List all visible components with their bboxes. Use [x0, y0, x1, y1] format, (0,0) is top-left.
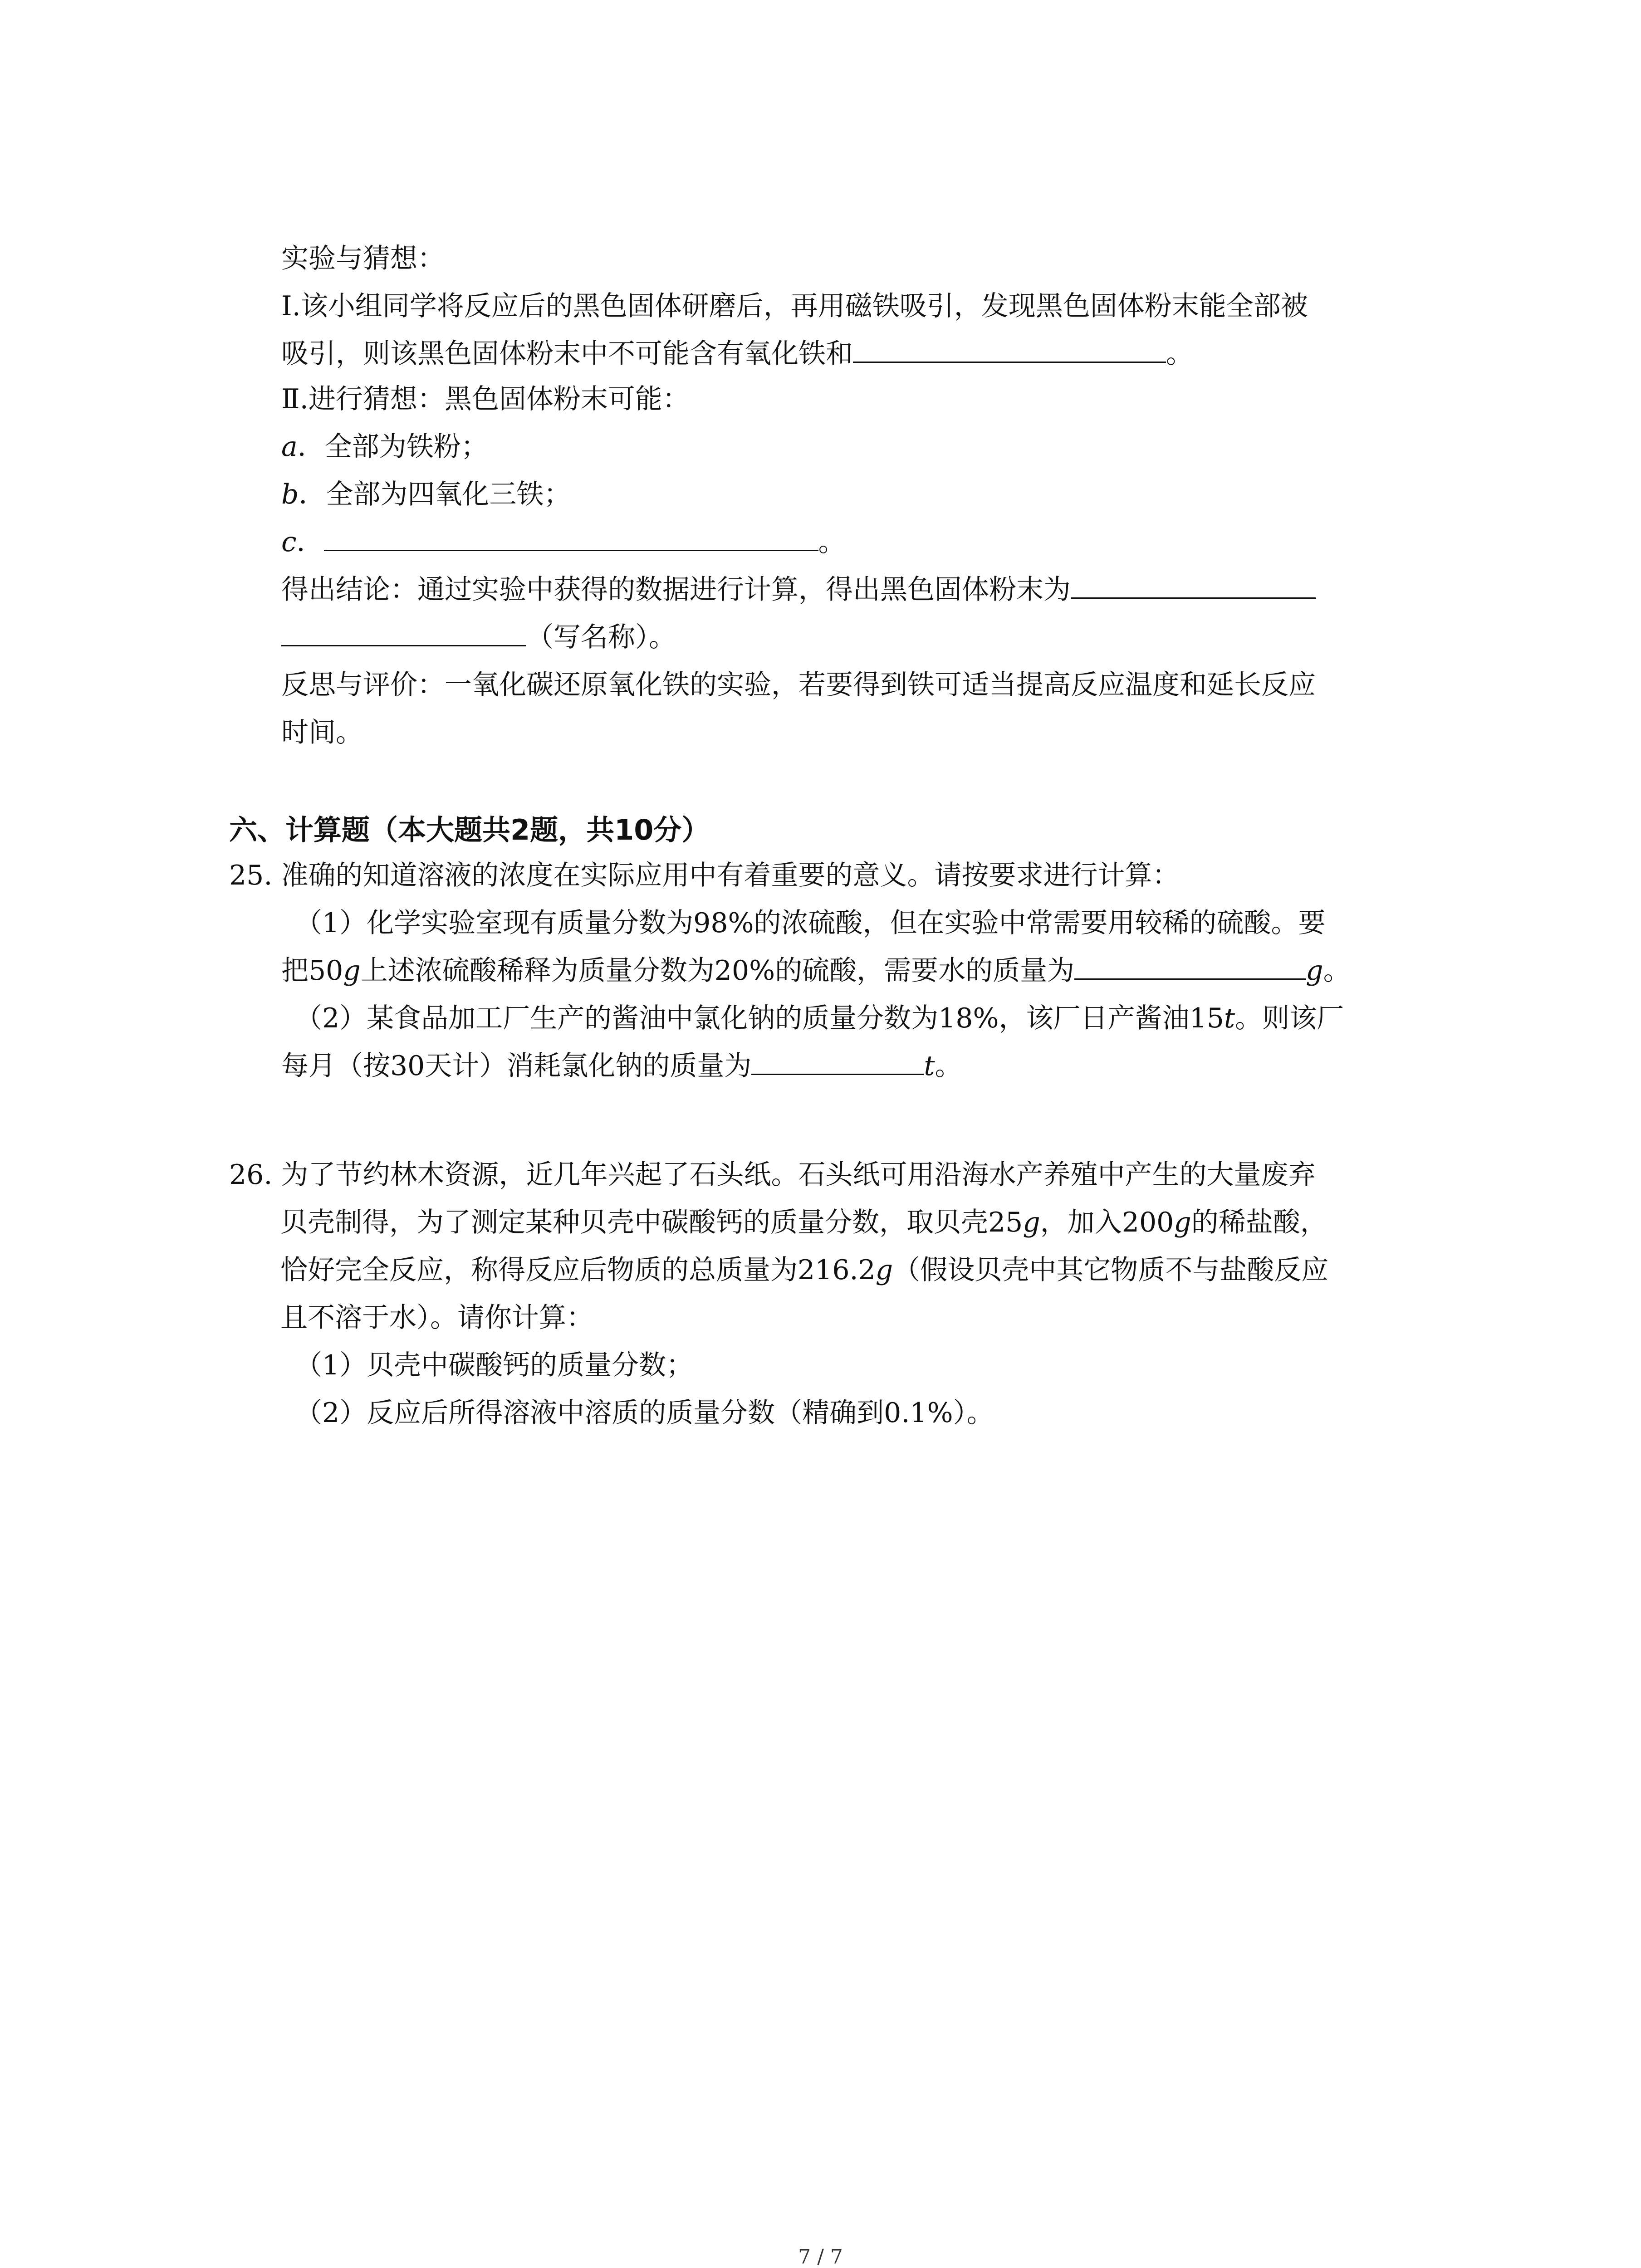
option-a — [281, 424, 488, 469]
unit-g: g — [1174, 1207, 1191, 1238]
step2-line: Ⅱ.进行猜想：黑色固体粉末可能： — [281, 383, 690, 415]
unit-t: t — [1224, 1002, 1235, 1034]
conclusion-suffix: （写名称）。 — [526, 621, 676, 653]
question-text: 准确的知道溶液的浓度在实际应用中有着重要的意义。请按要求进行计算： — [281, 860, 1180, 891]
unit-g: g — [343, 955, 361, 987]
q26-text-d: 恰好完全反应，称得反应后物质的总质量为216.2 — [280, 1254, 876, 1286]
q26-part1: （1）贝壳中碳酸钙的质量分数； — [295, 1349, 694, 1381]
step1-line1: Ⅰ.该小组同学将反应后的黑色固体研磨后，再用磁铁吸引，发现黑色固体粉末能全部被 — [281, 290, 1308, 322]
answer-blank-c[interactable] — [324, 523, 818, 551]
question-number: 26. — [229, 1159, 273, 1191]
unit-g: g — [1306, 955, 1323, 987]
question-26-line3 — [280, 1247, 1328, 1293]
question-25-stem — [229, 853, 1180, 898]
conclusion-text: 得出结论：通过实验中获得的数据进行计算，得出黑色固体粉末为 — [281, 574, 1071, 606]
answer-blank-conclusion-a[interactable] — [1071, 570, 1316, 599]
q25-text-b: 上述浓硫酸稀释为质量分数为20%的硫酸，需要水的质量为 — [360, 955, 1075, 987]
period: 。 — [935, 1050, 962, 1082]
option-c-text: ． — [296, 526, 324, 558]
q25-part1-line2 — [281, 948, 1351, 993]
option-b — [281, 472, 571, 517]
q25-text-d: 。则该厂 — [1235, 1002, 1344, 1034]
q25-text-c: （2）某食品加工厂生产的酱油中氯化钠的质量分数为18%，该厂日产酱油15 — [295, 1002, 1224, 1034]
answer-blank-25-2[interactable] — [751, 1046, 924, 1075]
option-a-letter: a — [281, 431, 298, 463]
q25-part1-line1: （1）化学实验室现有质量分数为98%的浓硫酸，但在实验中常需要用较稀的硫酸。要 — [295, 907, 1326, 939]
option-b-letter: b — [281, 479, 299, 510]
q26-text-a: 贝壳制得，为了测定某种贝壳中碳酸钙的质量分数，取贝壳25 — [280, 1207, 1023, 1238]
conclusion-line2 — [281, 615, 676, 660]
page-number: 7 / 7 — [798, 2245, 843, 2268]
option-c-letter: c — [281, 526, 297, 558]
reflection-line2: 时间。 — [281, 717, 363, 748]
conclusion-line1 — [281, 567, 1316, 612]
question-number: 25. — [229, 860, 273, 891]
period: 。 — [1166, 338, 1193, 370]
option-a-text: ．全部为铁粉； — [297, 431, 488, 463]
period: 。 — [818, 526, 846, 558]
question-26-line1 — [229, 1152, 1316, 1198]
q25-text-a: 把50 — [281, 955, 343, 987]
unit-g: g — [875, 1254, 893, 1286]
q25-part2-line2 — [281, 1043, 962, 1089]
answer-blank-conclusion-b[interactable] — [281, 618, 526, 646]
option-b-text: ．全部为四氧化三铁； — [299, 479, 571, 510]
unit-g: g — [1023, 1207, 1040, 1238]
q26-text-b: ，加入200 — [1040, 1207, 1174, 1238]
section-heading: 六、计算题（本大题共2题，共10分） — [229, 813, 710, 846]
q25-part2-line1 — [295, 996, 1344, 1041]
question-text: 为了节约林木资源，近几年兴起了石头纸。石头纸可用沿海水产养殖中产生的大量废弃 — [281, 1159, 1316, 1191]
answer-blank-25-1[interactable] — [1074, 951, 1306, 980]
period: 。 — [1323, 955, 1351, 987]
reflection-line1: 反思与评价：一氧化碳还原氧化铁的实验，若要得到铁可适当提高反应温度和延长反应 — [281, 669, 1316, 701]
option-c — [281, 519, 846, 565]
question-26-line4: 且不溶于水）。请你计算： — [280, 1302, 593, 1334]
q26-part2: （2）反应后所得溶液中溶质的质量分数（精确到0.1%）。 — [295, 1397, 994, 1429]
question-26-line2 — [280, 1200, 1327, 1245]
step1-text: 吸引，则该黑色固体粉末中不可能含有氧化铁和 — [281, 338, 853, 370]
q26-text-e: （假设贝壳中其它物质不与盐酸反应 — [893, 1254, 1329, 1286]
step1-line2 — [281, 331, 1193, 376]
q26-text-c: 的稀盐酸， — [1191, 1207, 1327, 1238]
unit-t: t — [924, 1050, 935, 1082]
q25-text-e: 每月（按30天计）消耗氯化钠的质量为 — [281, 1050, 752, 1082]
answer-blank-1[interactable] — [853, 334, 1166, 363]
experiment-title: 实验与猜想： — [281, 243, 445, 274]
